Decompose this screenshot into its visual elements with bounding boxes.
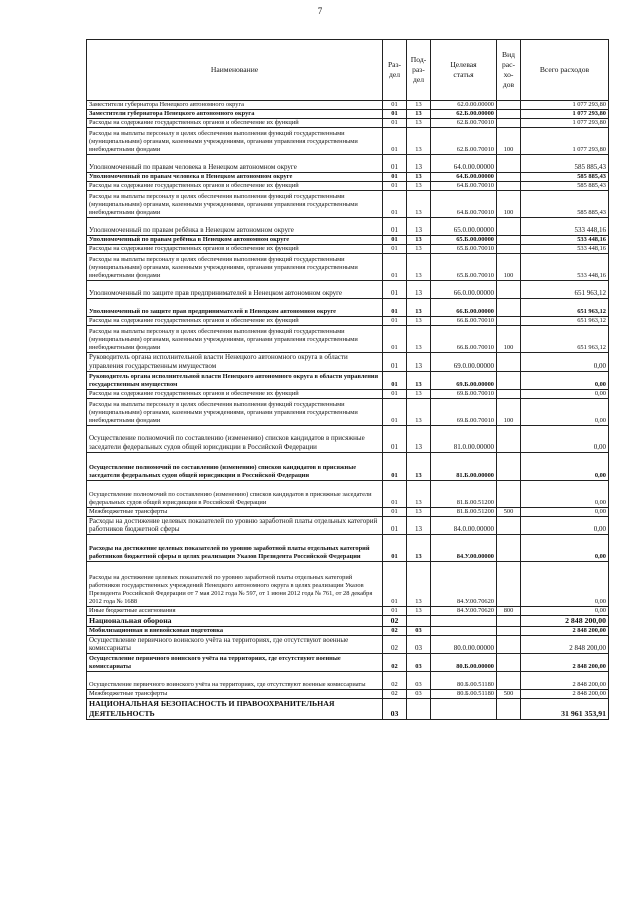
row-podrazdel-cell: 13 xyxy=(407,191,431,218)
table-row xyxy=(87,371,609,389)
row-expense-type-cell xyxy=(497,182,521,191)
row-name-cell: Осуществление первичного воинского учёта на территориях, где отсутствуют военные комиссариаты xyxy=(87,654,383,672)
row-razdel-cell: 01 xyxy=(383,353,407,372)
row-total-cell: 0,00 xyxy=(521,562,609,607)
row-total-cell: 1 077 293,80 xyxy=(521,101,609,110)
row-name-cell: Расходы на содержание государственных органов и обеспечение их функций xyxy=(87,389,383,398)
row-podrazdel-cell: 13 xyxy=(407,353,431,372)
row-total-cell: 2 848 200,00 xyxy=(521,690,609,699)
row-total-cell: 0,00 xyxy=(521,480,609,507)
row-razdel-cell: 02 xyxy=(383,672,407,690)
row-total-cell: 0,00 xyxy=(521,607,609,616)
row-total-cell: 651 963,12 xyxy=(521,317,609,326)
row-name-cell: Осуществление полномочий по составлению (изменению) списков кандидатов в присяжные заседатели федеральных судов общей юрисдикции в Российской Федерации xyxy=(87,452,383,480)
row-expense-type-cell xyxy=(497,317,521,326)
row-total-cell: 1 077 293,80 xyxy=(521,110,609,119)
row-expense-type-cell: 100 xyxy=(497,398,521,425)
row-podrazdel-cell: 03 xyxy=(407,654,431,672)
row-razdel-cell: 01 xyxy=(383,281,407,299)
row-target-cell: 81.Б.00.00000 xyxy=(431,452,497,480)
row-target-cell: 66.0.00.00000 xyxy=(431,281,497,299)
row-total-cell: 0,00 xyxy=(521,507,609,516)
row-podrazdel-cell: 13 xyxy=(407,480,431,507)
row-target-cell: 64.Б.00.70010 xyxy=(431,191,497,218)
table-row xyxy=(87,281,609,299)
row-expense-type-cell: 500 xyxy=(497,690,521,699)
row-name-cell: Расходы на достижение целевых показателей по уровню заработной платы отдельных категорий работников бюджетной сферы в целях реализации Указов Президента Российской Федерации xyxy=(87,535,383,562)
row-total-cell: 0,00 xyxy=(521,371,609,389)
row-name-cell: Расходы на содержание государственных органов и обеспечение их функций xyxy=(87,182,383,191)
row-target-cell: 62.Б.00.00000 xyxy=(431,110,497,119)
row-name-cell: Расходы на содержание государственных органов и обеспечение их функций xyxy=(87,317,383,326)
row-expense-type-cell: 100 xyxy=(497,326,521,353)
row-expense-type-cell xyxy=(497,672,521,690)
row-podrazdel-cell: 03 xyxy=(407,672,431,690)
row-podrazdel-cell: 13 xyxy=(407,326,431,353)
row-total-cell: 0,00 xyxy=(521,353,609,372)
table-row xyxy=(87,607,609,616)
row-podrazdel-cell: 13 xyxy=(407,607,431,616)
row-podrazdel-cell: 13 xyxy=(407,317,431,326)
table-row xyxy=(87,516,609,535)
table-row xyxy=(87,535,609,562)
row-total-cell: 2 848 200,00 xyxy=(521,672,609,690)
row-razdel-cell: 01 xyxy=(383,191,407,218)
row-podrazdel-cell xyxy=(407,616,431,627)
row-name-cell: Расходы на достижение целевых показателей по уровню заработной платы отдельных категорий работников государственных учреждений Ненецкого автономного округа в целях реализации Указов Президента Российской Федерации от 7 мая 2012 года № 597, от 1 июня 2012 года № 761, от 28 декабря 2012 года № 1688 xyxy=(87,562,383,607)
row-razdel-cell: 01 xyxy=(383,607,407,616)
row-expense-type-cell xyxy=(497,281,521,299)
row-total-cell: 585 885,43 xyxy=(521,182,609,191)
row-razdel-cell: 01 xyxy=(383,317,407,326)
row-podrazdel-cell: 13 xyxy=(407,182,431,191)
table-row xyxy=(87,699,609,719)
row-target-cell: 65.Б.00.70010 xyxy=(431,254,497,281)
page-number: 7 xyxy=(317,6,323,16)
row-target-cell: 65.Б.00.70010 xyxy=(431,245,497,254)
row-target-cell: 84.0.00.00000 xyxy=(431,516,497,535)
table-row xyxy=(87,389,609,398)
table-row xyxy=(87,191,609,218)
row-target-cell xyxy=(431,699,497,719)
row-expense-type-cell xyxy=(497,110,521,119)
row-total-cell: 2 848 200,00 xyxy=(521,635,609,654)
row-total-cell: 533 448,16 xyxy=(521,218,609,236)
row-target-cell: 81.0.00.00000 xyxy=(431,425,497,452)
table-row xyxy=(87,562,609,607)
row-target-cell: 62.Б.00.70010 xyxy=(431,128,497,155)
row-name-cell: Мобилизационная и вневойсковая подготовка xyxy=(87,626,383,635)
row-razdel-cell: 01 xyxy=(383,173,407,182)
table-row xyxy=(87,616,609,627)
table-row xyxy=(87,110,609,119)
row-total-cell: 651 963,12 xyxy=(521,326,609,353)
table-row xyxy=(87,317,609,326)
row-expense-type-cell xyxy=(497,353,521,372)
row-podrazdel-cell: 13 xyxy=(407,101,431,110)
row-total-cell: 31 961 353,91 xyxy=(521,699,609,719)
row-razdel-cell: 01 xyxy=(383,326,407,353)
table-row xyxy=(87,672,609,690)
table-row xyxy=(87,173,609,182)
row-razdel-cell: 02 xyxy=(383,635,407,654)
row-target-cell: 80.Б.00.51180 xyxy=(431,690,497,699)
row-razdel-cell: 01 xyxy=(383,182,407,191)
row-expense-type-cell xyxy=(497,155,521,173)
row-name-cell: Расходы на выплаты персоналу в целях обеспечения выполнения функций государственными (муниципальными) органами, казенными учреждениями, органами управления государственными внебюджетными фондами xyxy=(87,191,383,218)
header-podrazdel: Под- раз- дел xyxy=(407,40,431,101)
row-name-cell: Расходы на выплаты персоналу в целях обеспечения выполнения функций государственными (муниципальными) органами, казенными учреждениями, органами управления государственными внебюджетными фондами xyxy=(87,398,383,425)
row-name-cell: Уполномоченный по защите прав предпринимателей в Ненецком автономном округе xyxy=(87,299,383,317)
table-row xyxy=(87,155,609,173)
row-target-cell: 65.0.00.00000 xyxy=(431,218,497,236)
row-total-cell: 0,00 xyxy=(521,516,609,535)
row-razdel-cell: 02 xyxy=(383,654,407,672)
row-expense-type-cell xyxy=(497,635,521,654)
row-expense-type-cell xyxy=(497,119,521,128)
table-header-row xyxy=(87,40,609,101)
header-total: Всего расходов xyxy=(521,40,609,101)
row-name-cell: Уполномоченный по правам человека в Ненецком автономном округе xyxy=(87,155,383,173)
table-row xyxy=(87,254,609,281)
row-expense-type-cell xyxy=(497,516,521,535)
row-target-cell: 69.Б.00.70010 xyxy=(431,398,497,425)
row-podrazdel-cell: 13 xyxy=(407,254,431,281)
table-row xyxy=(87,245,609,254)
row-podrazdel-cell: 13 xyxy=(407,389,431,398)
row-target-cell xyxy=(431,626,497,635)
row-razdel-cell: 01 xyxy=(383,299,407,317)
row-expense-type-cell xyxy=(497,236,521,245)
row-expense-type-cell: 100 xyxy=(497,191,521,218)
row-expense-type-cell: 100 xyxy=(497,254,521,281)
row-total-cell: 585 885,43 xyxy=(521,173,609,182)
row-name-cell: Расходы на содержание государственных органов и обеспечение их функций xyxy=(87,245,383,254)
row-total-cell: 0,00 xyxy=(521,425,609,452)
row-total-cell: 651 963,12 xyxy=(521,281,609,299)
row-podrazdel-cell: 13 xyxy=(407,516,431,535)
row-total-cell: 1 077 293,80 xyxy=(521,119,609,128)
budget-table xyxy=(86,39,609,720)
row-podrazdel-cell xyxy=(407,699,431,719)
row-expense-type-cell xyxy=(497,452,521,480)
table-row xyxy=(87,452,609,480)
row-razdel-cell: 01 xyxy=(383,128,407,155)
row-podrazdel-cell: 13 xyxy=(407,281,431,299)
row-target-cell: 81.Б.00.51200 xyxy=(431,507,497,516)
row-razdel-cell: 01 xyxy=(383,110,407,119)
row-target-cell: 64.0.00.00000 xyxy=(431,155,497,173)
row-expense-type-cell xyxy=(497,480,521,507)
row-razdel-cell: 01 xyxy=(383,516,407,535)
row-target-cell: 69.0.00.00000 xyxy=(431,353,497,372)
header-name: Наименование xyxy=(87,40,383,101)
row-podrazdel-cell: 13 xyxy=(407,398,431,425)
row-target-cell: 69.Б.00.00000 xyxy=(431,371,497,389)
row-name-cell: Осуществление первичного воинского учёта на территориях, где отсутствуют военные комиссариаты xyxy=(87,635,383,654)
row-name-cell: Расходы на выплаты персоналу в целях обеспечения выполнения функций государственными (муниципальными) органами, казенными учреждениями, органами управления государственными внебюджетными фондами xyxy=(87,326,383,353)
row-total-cell: 2 848 200,00 xyxy=(521,654,609,672)
row-razdel-cell: 01 xyxy=(383,535,407,562)
row-podrazdel-cell: 13 xyxy=(407,236,431,245)
row-razdel-cell: 01 xyxy=(383,371,407,389)
row-name-cell: Осуществление первичного воинского учёта на территориях, где отсутствуют военные комиссариаты xyxy=(87,672,383,690)
row-target-cell: 84.У.00.70620 xyxy=(431,607,497,616)
row-name-cell: Заместители губернатора Ненецкого автономного округа xyxy=(87,110,383,119)
row-target-cell: 80.0.00.00000 xyxy=(431,635,497,654)
table-row xyxy=(87,299,609,317)
row-expense-type-cell xyxy=(497,245,521,254)
row-podrazdel-cell: 03 xyxy=(407,635,431,654)
row-razdel-cell: 01 xyxy=(383,236,407,245)
row-razdel-cell: 01 xyxy=(383,425,407,452)
table-row xyxy=(87,654,609,672)
row-total-cell: 533 448,16 xyxy=(521,245,609,254)
row-name-cell: Руководитель органа исполнительной власти Ненецкого автономного округа в области управления государственным имуществом xyxy=(87,353,383,372)
row-razdel-cell: 01 xyxy=(383,389,407,398)
table-row xyxy=(87,128,609,155)
table-row xyxy=(87,182,609,191)
row-expense-type-cell xyxy=(497,389,521,398)
row-name-cell: Расходы на выплаты персоналу в целях обеспечения выполнения функций государственными (муниципальными) органами, казенными учреждениями, органами управления государственными внебюджетными фондами xyxy=(87,254,383,281)
row-target-cell: 62.Б.00.70010 xyxy=(431,119,497,128)
row-podrazdel-cell: 13 xyxy=(407,535,431,562)
row-expense-type-cell xyxy=(497,371,521,389)
row-expense-type-cell xyxy=(497,173,521,182)
row-razdel-cell: 01 xyxy=(383,119,407,128)
row-podrazdel-cell: 13 xyxy=(407,425,431,452)
row-target-cell: 62.0.00.00000 xyxy=(431,101,497,110)
row-expense-type-cell xyxy=(497,425,521,452)
row-target-cell: 66.Б.00.70010 xyxy=(431,326,497,353)
row-total-cell: 2 848 200,00 xyxy=(521,616,609,627)
row-podrazdel-cell: 13 xyxy=(407,245,431,254)
row-razdel-cell: 01 xyxy=(383,218,407,236)
row-expense-type-cell xyxy=(497,616,521,627)
row-podrazdel-cell: 13 xyxy=(407,562,431,607)
row-total-cell: 585 885,43 xyxy=(521,155,609,173)
row-expense-type-cell xyxy=(497,218,521,236)
row-expense-type-cell: 500 xyxy=(497,507,521,516)
table-body xyxy=(87,101,609,720)
row-target-cell: 64.Б.00.00000 xyxy=(431,173,497,182)
table-row xyxy=(87,326,609,353)
row-total-cell: 0,00 xyxy=(521,535,609,562)
row-podrazdel-cell: 13 xyxy=(407,371,431,389)
table-row xyxy=(87,218,609,236)
row-podrazdel-cell: 13 xyxy=(407,173,431,182)
row-total-cell: 0,00 xyxy=(521,398,609,425)
row-razdel-cell: 01 xyxy=(383,245,407,254)
row-total-cell: 533 448,16 xyxy=(521,254,609,281)
row-name-cell: Заместители губернатора Ненецкого автономного округа xyxy=(87,101,383,110)
row-razdel-cell: 02 xyxy=(383,626,407,635)
row-total-cell: 585 885,43 xyxy=(521,191,609,218)
row-name-cell: Уполномоченный по защите прав предпринимателей в Ненецком автономном округе xyxy=(87,281,383,299)
row-target-cell: 66.Б.00.00000 xyxy=(431,299,497,317)
row-expense-type-cell xyxy=(497,535,521,562)
row-total-cell: 533 448,16 xyxy=(521,236,609,245)
row-total-cell: 2 848 200,00 xyxy=(521,626,609,635)
row-target-cell: 84.У.00.70620 xyxy=(431,562,497,607)
row-name-cell: Межбюджетные трансферты xyxy=(87,690,383,699)
row-podrazdel-cell: 13 xyxy=(407,299,431,317)
table-row xyxy=(87,635,609,654)
row-total-cell: 1 077 293,80 xyxy=(521,128,609,155)
table-row xyxy=(87,690,609,699)
row-name-cell: Расходы на выплаты персоналу в целях обеспечения выполнения функций государственными (муниципальными) органами, казенными учреждениями, органами управления государственными внебюджетными фондами xyxy=(87,128,383,155)
row-podrazdel-cell: 13 xyxy=(407,110,431,119)
row-expense-type-cell xyxy=(497,299,521,317)
table-row xyxy=(87,236,609,245)
row-podrazdel-cell: 13 xyxy=(407,119,431,128)
row-expense-type-cell xyxy=(497,562,521,607)
row-expense-type-cell xyxy=(497,101,521,110)
row-target-cell xyxy=(431,616,497,627)
row-target-cell: 81.Б.00.51200 xyxy=(431,480,497,507)
table-row xyxy=(87,507,609,516)
row-razdel-cell: 02 xyxy=(383,690,407,699)
row-razdel-cell: 01 xyxy=(383,254,407,281)
row-podrazdel-cell: 03 xyxy=(407,626,431,635)
table-row xyxy=(87,398,609,425)
row-total-cell: 651 963,12 xyxy=(521,299,609,317)
row-name-cell: Руководитель органа исполнительной власти Ненецкого автономного округа в области управления государственным имуществом xyxy=(87,371,383,389)
row-target-cell: 84.У.00.00000 xyxy=(431,535,497,562)
row-total-cell: 0,00 xyxy=(521,452,609,480)
row-name-cell: Иные бюджетные ассигнования xyxy=(87,607,383,616)
row-expense-type-cell xyxy=(497,699,521,719)
table-row xyxy=(87,425,609,452)
row-name-cell: Уполномоченный по правам человека в Ненецком автономном округе xyxy=(87,173,383,182)
table-row xyxy=(87,353,609,372)
row-target-cell: 80.Б.00.51180 xyxy=(431,672,497,690)
row-target-cell: 65.Б.00.00000 xyxy=(431,236,497,245)
row-expense-type-cell xyxy=(497,626,521,635)
row-name-cell: Расходы на достижение целевых показателей по уровню заработной платы отдельных категорий работников бюджетной сферы xyxy=(87,516,383,535)
row-name-cell: Расходы на содержание государственных органов и обеспечение их функций xyxy=(87,119,383,128)
row-name-cell: НАЦИОНАЛЬНАЯ БЕЗОПАСНОСТЬ И ПРАВООХРАНИТЕЛЬНАЯ ДЕЯТЕЛЬНОСТЬ xyxy=(87,699,383,719)
table-row xyxy=(87,119,609,128)
table-row xyxy=(87,101,609,110)
row-target-cell: 69.Б.00.70010 xyxy=(431,389,497,398)
row-target-cell: 66.Б.00.70010 xyxy=(431,317,497,326)
row-expense-type-cell: 800 xyxy=(497,607,521,616)
table-row xyxy=(87,480,609,507)
header-razdel: Раз- дел xyxy=(383,40,407,101)
row-name-cell: Уполномоченный по правам ребёнка в Ненецком автономном округе xyxy=(87,218,383,236)
row-name-cell: Межбюджетные трансферты xyxy=(87,507,383,516)
row-expense-type-cell: 100 xyxy=(497,128,521,155)
row-name-cell: Осуществление полномочий по составлению (изменению) списков кандидатов в присяжные заседатели федеральных судов общей юрисдикции в Российской Федерации xyxy=(87,425,383,452)
row-razdel-cell: 01 xyxy=(383,452,407,480)
row-razdel-cell: 01 xyxy=(383,155,407,173)
row-target-cell: 64.Б.00.70010 xyxy=(431,182,497,191)
row-razdel-cell: 01 xyxy=(383,101,407,110)
row-podrazdel-cell: 13 xyxy=(407,218,431,236)
row-name-cell: Уполномоченный по правам ребёнка в Ненецком автономном округе xyxy=(87,236,383,245)
row-razdel-cell: 01 xyxy=(383,507,407,516)
table-row xyxy=(87,626,609,635)
row-razdel-cell: 01 xyxy=(383,562,407,607)
row-razdel-cell: 01 xyxy=(383,480,407,507)
header-target-article: Целевая статья xyxy=(431,40,497,101)
row-podrazdel-cell: 13 xyxy=(407,452,431,480)
row-target-cell: 80.Б.00.00000 xyxy=(431,654,497,672)
row-name-cell: Осуществление полномочий по составлению (изменению) списков кандидатов в присяжные заседатели федеральных судов общей юрисдикции в Российской Федерации xyxy=(87,480,383,507)
header-expense-type: Вид рас- хо- дов xyxy=(497,40,521,101)
row-podrazdel-cell: 13 xyxy=(407,507,431,516)
row-expense-type-cell xyxy=(497,654,521,672)
row-podrazdel-cell: 03 xyxy=(407,690,431,699)
row-razdel-cell: 03 xyxy=(383,699,407,719)
row-podrazdel-cell: 13 xyxy=(407,155,431,173)
row-razdel-cell: 02 xyxy=(383,616,407,627)
row-podrazdel-cell: 13 xyxy=(407,128,431,155)
row-razdel-cell: 01 xyxy=(383,398,407,425)
row-name-cell: Национальная оборона xyxy=(87,616,383,627)
row-total-cell: 0,00 xyxy=(521,389,609,398)
